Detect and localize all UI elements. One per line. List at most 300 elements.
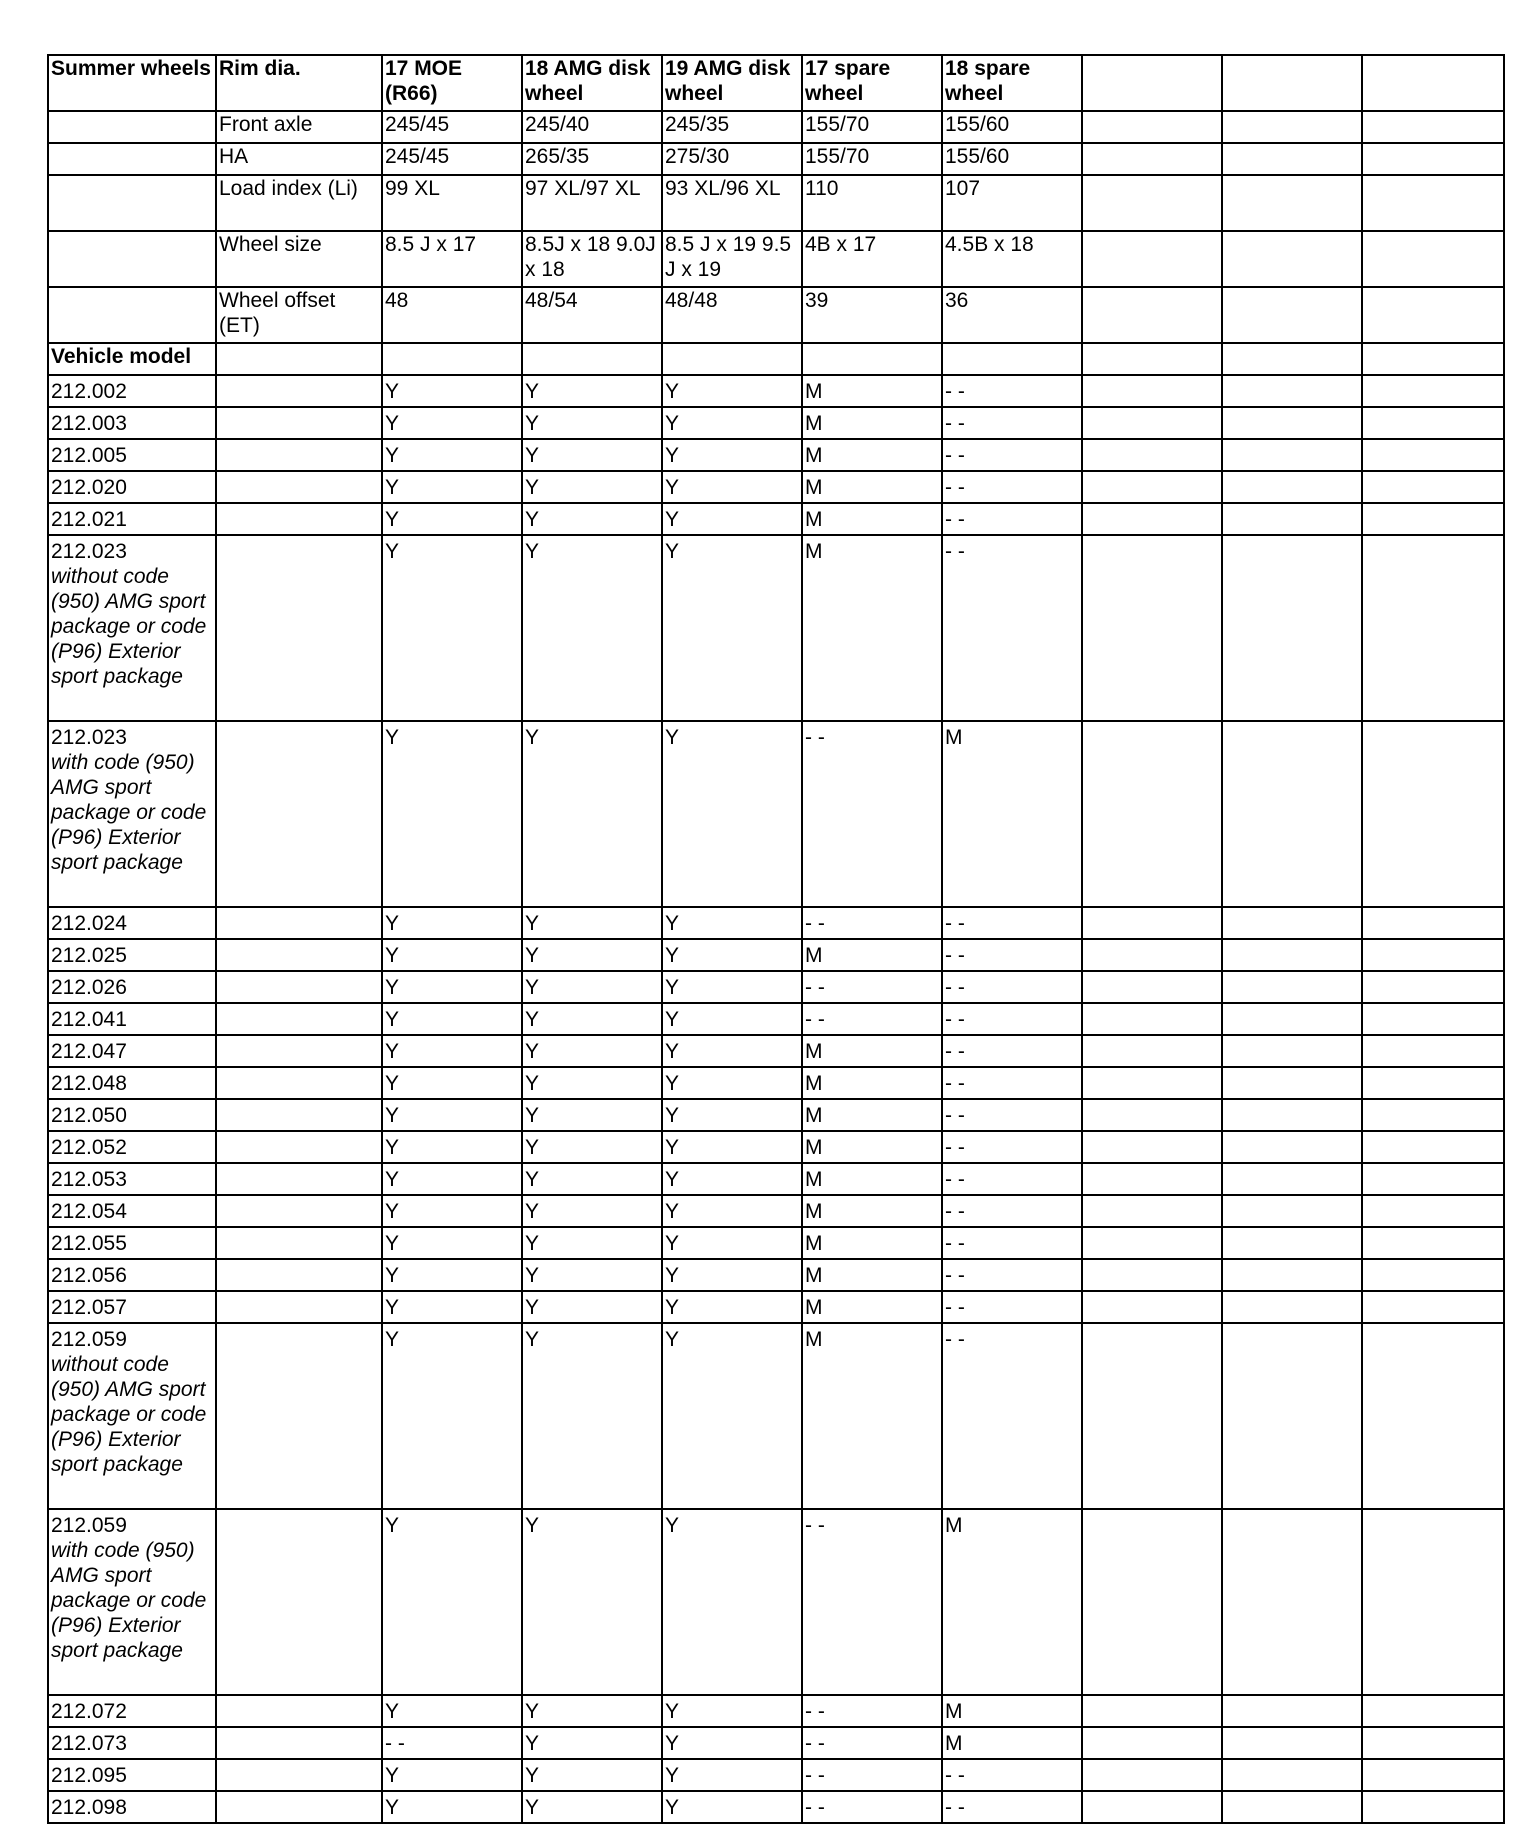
vehicle-model-cell: [48, 1509, 216, 1695]
fitment-value: Y: [662, 1759, 802, 1791]
spec-label: Load index (Li): [216, 175, 382, 231]
fitment-value: Y: [522, 407, 662, 439]
fitment-value: - -: [802, 1791, 942, 1823]
rim-dia-empty-cell: [216, 1035, 382, 1067]
fitment-value: - -: [942, 535, 1082, 721]
vehicle-model-number: 212.020: [51, 476, 127, 499]
vehicle-model-label: Vehicle model: [48, 343, 216, 375]
fitment-value: [1082, 1227, 1222, 1259]
table-row: [48, 1131, 1504, 1163]
spec-value: [1082, 231, 1222, 287]
fitment-value: - -: [942, 939, 1082, 971]
fitment-value: Y: [662, 1291, 802, 1323]
fitment-value: Y: [382, 1163, 522, 1195]
fitment-value: Y: [522, 907, 662, 939]
spec-value: [1082, 175, 1222, 231]
table-row: [48, 1003, 1504, 1035]
table-row: [48, 407, 1504, 439]
empty-cell: [1222, 343, 1362, 375]
rim-dia-empty-cell: [216, 375, 382, 407]
fitment-value: [1222, 907, 1362, 939]
vehicle-model-cell: [48, 407, 216, 439]
vehicle-model-number: 212.055: [51, 1232, 127, 1255]
spec-row: [48, 143, 1504, 175]
vehicle-model-number: 212.048: [51, 1072, 127, 1095]
fitment-value: [1362, 535, 1504, 721]
fitment-value: Y: [382, 1227, 522, 1259]
vehicle-model-note: without code (950) AMG sport package or code (P96) Exterior sport package: [51, 1353, 207, 1476]
vehicle-model-cell: [48, 1099, 216, 1131]
fitment-value: Y: [662, 535, 802, 721]
vehicle-model-note: with code (950) AMG sport package or code (P96) Exterior sport package: [51, 751, 207, 874]
fitment-value: [1222, 535, 1362, 721]
fitment-value: Y: [382, 1099, 522, 1131]
rim-dia-empty-cell: [216, 1067, 382, 1099]
fitment-value: - -: [942, 1323, 1082, 1509]
fitment-value: [1222, 503, 1362, 535]
table-row: [48, 1259, 1504, 1291]
fitment-value: [1082, 939, 1222, 971]
fitment-value: M: [802, 1259, 942, 1291]
spec-value: [1082, 287, 1222, 343]
fitment-value: Y: [382, 503, 522, 535]
fitment-value: Y: [522, 971, 662, 1003]
fitment-value: [1362, 1259, 1504, 1291]
vehicle-model-cell: [48, 721, 216, 907]
spec-value: 155/60: [942, 111, 1082, 143]
fitment-value: Y: [662, 439, 802, 471]
fitment-value: M: [802, 535, 942, 721]
fitment-value: Y: [382, 971, 522, 1003]
rim-dia-empty-cell: [216, 1259, 382, 1291]
fitment-value: Y: [662, 1727, 802, 1759]
fitment-value: Y: [382, 535, 522, 721]
table-row: [48, 939, 1504, 971]
fitment-value: [1362, 407, 1504, 439]
rim-dia-empty-cell: [216, 1291, 382, 1323]
fitment-value: [1222, 1099, 1362, 1131]
fitment-value: Y: [382, 1035, 522, 1067]
fitment-value: [1082, 971, 1222, 1003]
rim-dia-empty-cell: [216, 971, 382, 1003]
fitment-value: [1222, 1791, 1362, 1823]
fitment-value: - -: [942, 1759, 1082, 1791]
fitment-value: [1362, 1727, 1504, 1759]
spec-empty-cell: [48, 175, 216, 231]
fitment-value: M: [802, 407, 942, 439]
vehicle-model-number: 212.003: [51, 412, 127, 435]
fitment-value: [1362, 1035, 1504, 1067]
fitment-value: [1222, 1259, 1362, 1291]
fitment-value: [1082, 407, 1222, 439]
fitment-value: [1362, 907, 1504, 939]
fitment-value: Y: [382, 721, 522, 907]
fitment-value: Y: [662, 1099, 802, 1131]
empty-cell: [1362, 343, 1504, 375]
fitment-value: Y: [382, 407, 522, 439]
table-row: [48, 1195, 1504, 1227]
fitment-value: Y: [522, 1003, 662, 1035]
rim-dia-empty-cell: [216, 439, 382, 471]
fitment-value: [1362, 939, 1504, 971]
vehicle-model-cell: [48, 503, 216, 535]
fitment-value: - -: [802, 971, 942, 1003]
spec-value: 265/35: [522, 143, 662, 175]
fitment-value: [1082, 1099, 1222, 1131]
fitment-value: [1222, 939, 1362, 971]
fitment-value: [1222, 1163, 1362, 1195]
empty-cell: [522, 343, 662, 375]
fitment-value: [1222, 971, 1362, 1003]
vehicle-model-cell: [48, 471, 216, 503]
vehicle-model-number: 212.095: [51, 1764, 127, 1787]
spec-row: [48, 231, 1504, 287]
vehicle-model-number: 212.005: [51, 444, 127, 467]
fitment-value: - -: [382, 1727, 522, 1759]
fitment-value: [1362, 721, 1504, 907]
spec-value: 155/70: [802, 143, 942, 175]
fitment-value: [1082, 1067, 1222, 1099]
vehicle-model-cell: [48, 1163, 216, 1195]
fitment-value: [1082, 1195, 1222, 1227]
vehicle-model-number: 212.026: [51, 976, 127, 999]
table-row: [48, 1067, 1504, 1099]
spec-value: 245/45: [382, 143, 522, 175]
table-row: [48, 1323, 1504, 1509]
table-row: [48, 503, 1504, 535]
rim-dia-empty-cell: [216, 1195, 382, 1227]
vehicle-model-number: 212.002: [51, 380, 127, 403]
fitment-value: [1362, 1695, 1504, 1727]
fitment-value: M: [942, 1727, 1082, 1759]
rim-dia-empty-cell: [216, 1727, 382, 1759]
fitment-value: Y: [662, 1035, 802, 1067]
spec-empty-cell: [48, 287, 216, 343]
fitment-value: Y: [662, 1163, 802, 1195]
fitment-value: [1082, 1003, 1222, 1035]
vehicle-model-number: 212.054: [51, 1200, 127, 1223]
spec-value: 107: [942, 175, 1082, 231]
rim-dia-empty-cell: [216, 1099, 382, 1131]
spec-value: 39: [802, 287, 942, 343]
fitment-value: M: [802, 1099, 942, 1131]
fitment-value: - -: [942, 471, 1082, 503]
fitment-value: Y: [522, 1067, 662, 1099]
table-row: [48, 1759, 1504, 1791]
fitment-value: Y: [662, 1323, 802, 1509]
vehicle-model-cell: [48, 1759, 216, 1791]
fitment-value: - -: [942, 1163, 1082, 1195]
fitment-value: Y: [662, 471, 802, 503]
fitment-value: - -: [802, 1509, 942, 1695]
vehicle-model-number: 212.072: [51, 1700, 127, 1723]
empty-cell: [1082, 343, 1222, 375]
fitment-value: Y: [382, 1759, 522, 1791]
table-body: [48, 55, 1504, 1823]
table-row: [48, 1509, 1504, 1695]
wheel-compatibility-table: [47, 54, 1505, 1824]
vehicle-model-cell: [48, 1035, 216, 1067]
fitment-value: Y: [382, 1791, 522, 1823]
fitment-value: Y: [662, 971, 802, 1003]
fitment-value: Y: [662, 939, 802, 971]
fitment-value: M: [802, 439, 942, 471]
fitment-value: - -: [942, 1195, 1082, 1227]
vehicle-model-cell: [48, 1067, 216, 1099]
table-row: [48, 439, 1504, 471]
fitment-value: Y: [522, 1791, 662, 1823]
spec-value: [1222, 111, 1362, 143]
spec-value: 4.5B x 18: [942, 231, 1082, 287]
fitment-value: Y: [522, 1163, 662, 1195]
fitment-value: [1222, 1003, 1362, 1035]
fitment-value: Y: [522, 1227, 662, 1259]
spec-value: 275/30: [662, 143, 802, 175]
fitment-value: [1222, 1131, 1362, 1163]
fitment-value: - -: [802, 907, 942, 939]
fitment-value: [1082, 1323, 1222, 1509]
fitment-value: Y: [382, 907, 522, 939]
fitment-value: Y: [662, 407, 802, 439]
vehicle-model-cell: [48, 1727, 216, 1759]
table-row: [48, 971, 1504, 1003]
rim-dia-header: Rim dia.: [216, 55, 382, 111]
spec-value: [1082, 111, 1222, 143]
fitment-value: [1082, 1163, 1222, 1195]
spec-row: [48, 287, 1504, 343]
fitment-value: Y: [662, 375, 802, 407]
fitment-value: M: [942, 721, 1082, 907]
fitment-value: [1362, 1791, 1504, 1823]
fitment-value: - -: [802, 1727, 942, 1759]
fitment-value: Y: [522, 1099, 662, 1131]
fitment-value: - -: [802, 1695, 942, 1727]
spec-value: 8.5 J x 19 9.5 J x 19: [662, 231, 802, 287]
vehicle-model-number: 212.025: [51, 944, 127, 967]
column-header: 18 spare wheel: [942, 55, 1082, 111]
vehicle-model-cell: [48, 1003, 216, 1035]
rim-dia-empty-cell: [216, 907, 382, 939]
fitment-value: M: [802, 375, 942, 407]
fitment-value: - -: [942, 907, 1082, 939]
fitment-value: Y: [662, 1195, 802, 1227]
fitment-value: [1362, 439, 1504, 471]
table-row: [48, 721, 1504, 907]
fitment-value: M: [802, 1035, 942, 1067]
rim-dia-empty-cell: [216, 1323, 382, 1509]
fitment-value: Y: [522, 471, 662, 503]
header-row: [48, 55, 1504, 111]
rim-dia-empty-cell: [216, 471, 382, 503]
fitment-value: Y: [662, 1227, 802, 1259]
spec-value: 4B x 17: [802, 231, 942, 287]
table-row: [48, 1227, 1504, 1259]
fitment-value: Y: [522, 1759, 662, 1791]
fitment-value: Y: [662, 1259, 802, 1291]
spec-row: [48, 111, 1504, 143]
table-row: [48, 471, 1504, 503]
fitment-value: Y: [382, 1695, 522, 1727]
fitment-value: [1082, 1131, 1222, 1163]
vehicle-model-number: 212.059: [51, 1328, 127, 1351]
fitment-value: [1222, 1227, 1362, 1259]
vehicle-model-number: 212.023: [51, 726, 127, 749]
spec-value: 48/48: [662, 287, 802, 343]
spec-value: 245/35: [662, 111, 802, 143]
fitment-value: - -: [942, 1067, 1082, 1099]
fitment-value: M: [802, 1067, 942, 1099]
vehicle-model-cell: [48, 1259, 216, 1291]
fitment-value: Y: [382, 1259, 522, 1291]
fitment-value: Y: [522, 1695, 662, 1727]
table-row: [48, 1035, 1504, 1067]
fitment-value: M: [802, 1291, 942, 1323]
fitment-value: [1222, 471, 1362, 503]
fitment-value: [1362, 1067, 1504, 1099]
spec-row: [48, 175, 1504, 231]
table-row: [48, 535, 1504, 721]
spec-label: Front axle: [216, 111, 382, 143]
spec-value: [1222, 231, 1362, 287]
fitment-value: Y: [522, 721, 662, 907]
fitment-value: Y: [522, 1323, 662, 1509]
fitment-value: - -: [942, 1791, 1082, 1823]
table-row: [48, 1791, 1504, 1823]
fitment-value: [1082, 503, 1222, 535]
fitment-value: - -: [942, 375, 1082, 407]
fitment-value: [1082, 1509, 1222, 1695]
fitment-value: [1362, 1163, 1504, 1195]
fitment-value: - -: [942, 971, 1082, 1003]
spec-empty-cell: [48, 231, 216, 287]
fitment-value: Y: [382, 1509, 522, 1695]
fitment-value: - -: [942, 1035, 1082, 1067]
fitment-value: M: [802, 1227, 942, 1259]
fitment-value: Y: [382, 1323, 522, 1509]
column-header: 17 MOE (R66): [382, 55, 522, 111]
vehicle-model-cell: [48, 1791, 216, 1823]
spec-value: [1222, 143, 1362, 175]
vehicle-model-number: 212.057: [51, 1296, 127, 1319]
fitment-value: Y: [382, 1003, 522, 1035]
rim-dia-empty-cell: [216, 1509, 382, 1695]
spec-value: 48: [382, 287, 522, 343]
fitment-value: [1222, 407, 1362, 439]
fitment-value: Y: [382, 375, 522, 407]
fitment-value: [1362, 1291, 1504, 1323]
spec-value: 8.5J x 18 9.0J x 18: [522, 231, 662, 287]
empty-cell: [802, 343, 942, 375]
spec-value: [1362, 287, 1504, 343]
vehicle-model-number: 212.073: [51, 1732, 127, 1755]
table-row: [48, 1099, 1504, 1131]
spec-value: 36: [942, 287, 1082, 343]
spec-value: [1082, 143, 1222, 175]
fitment-value: [1222, 375, 1362, 407]
fitment-value: [1362, 1099, 1504, 1131]
table-row: [48, 1163, 1504, 1195]
summer-wheels-header: Summer wheels: [48, 55, 216, 111]
fitment-value: [1222, 1759, 1362, 1791]
fitment-value: [1222, 1323, 1362, 1509]
spec-label: HA: [216, 143, 382, 175]
rim-dia-empty-cell: [216, 407, 382, 439]
column-header: 17 spare wheel: [802, 55, 942, 111]
fitment-value: Y: [522, 939, 662, 971]
fitment-value: [1222, 1035, 1362, 1067]
vehicle-model-cell: [48, 375, 216, 407]
column-header: 18 AMG disk wheel: [522, 55, 662, 111]
table-row: [48, 1695, 1504, 1727]
column-header: [1082, 55, 1222, 111]
fitment-value: Y: [522, 1727, 662, 1759]
fitment-value: [1362, 1509, 1504, 1695]
fitment-value: [1082, 1759, 1222, 1791]
fitment-value: [1082, 1259, 1222, 1291]
vehicle-model-number: 212.052: [51, 1136, 127, 1159]
fitment-value: Y: [662, 907, 802, 939]
spec-value: 245/45: [382, 111, 522, 143]
fitment-value: - -: [942, 1003, 1082, 1035]
fitment-value: - -: [942, 1227, 1082, 1259]
fitment-value: - -: [942, 1131, 1082, 1163]
fitment-value: [1362, 1759, 1504, 1791]
vehicle-model-number: 212.024: [51, 912, 127, 935]
fitment-value: M: [802, 1163, 942, 1195]
spec-value: [1362, 175, 1504, 231]
rim-dia-empty-cell: [216, 1759, 382, 1791]
table-row: [48, 1727, 1504, 1759]
fitment-value: M: [802, 1131, 942, 1163]
spec-value: 93 XL/96 XL: [662, 175, 802, 231]
vehicle-model-cell: [48, 439, 216, 471]
fitment-value: M: [802, 939, 942, 971]
fitment-value: [1362, 1131, 1504, 1163]
spec-label: Wheel offset (ET): [216, 287, 382, 343]
fitment-value: [1362, 471, 1504, 503]
fitment-value: - -: [942, 439, 1082, 471]
fitment-value: Y: [522, 503, 662, 535]
fitment-value: Y: [522, 1035, 662, 1067]
table-row: [48, 375, 1504, 407]
fitment-value: [1082, 1035, 1222, 1067]
fitment-value: [1082, 1695, 1222, 1727]
fitment-value: [1362, 375, 1504, 407]
fitment-value: [1222, 439, 1362, 471]
spec-value: 155/70: [802, 111, 942, 143]
rim-dia-empty-cell: [216, 1003, 382, 1035]
fitment-value: - -: [942, 503, 1082, 535]
column-header: [1222, 55, 1362, 111]
fitment-value: [1362, 971, 1504, 1003]
fitment-value: - -: [942, 1291, 1082, 1323]
rim-dia-empty-cell: [216, 1131, 382, 1163]
rim-dia-empty-cell: [216, 1227, 382, 1259]
vehicle-model-cell: [48, 1695, 216, 1727]
fitment-value: [1082, 535, 1222, 721]
fitment-value: M: [802, 471, 942, 503]
fitment-value: [1362, 1003, 1504, 1035]
fitment-value: Y: [382, 1131, 522, 1163]
rim-dia-empty-cell: [216, 721, 382, 907]
fitment-value: Y: [522, 535, 662, 721]
fitment-value: Y: [382, 1067, 522, 1099]
fitment-value: Y: [662, 1067, 802, 1099]
vehicle-model-number: 212.056: [51, 1264, 127, 1287]
fitment-value: - -: [802, 721, 942, 907]
vehicle-model-number: 212.021: [51, 508, 127, 531]
spec-value: 99 XL: [382, 175, 522, 231]
